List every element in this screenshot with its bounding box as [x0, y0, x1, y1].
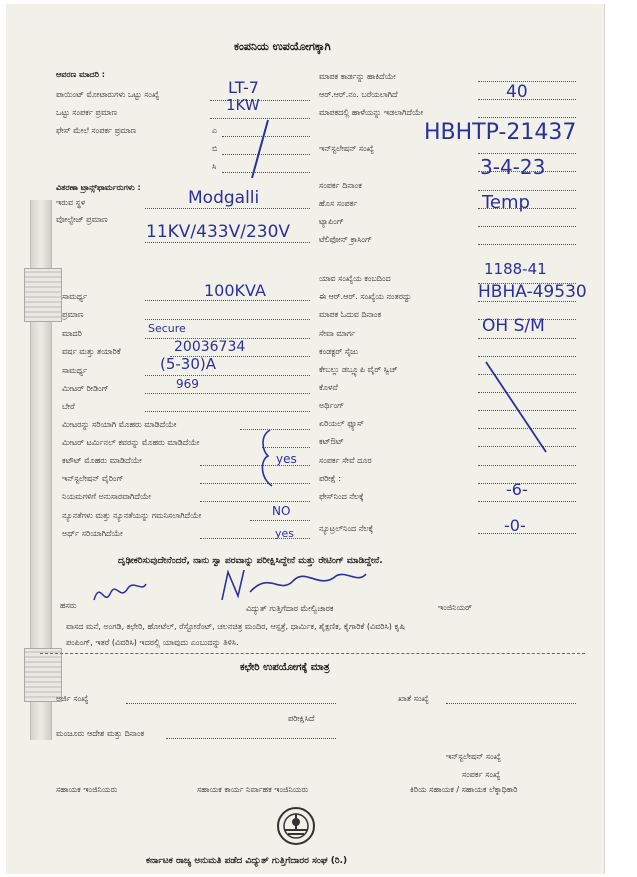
signatory-accounts-officer: ಕಿರಿಯ ಸಹಾಯಕ / ಸಹಾಯಕ ಲೆಕ್ಕಾಧಿಕಾರಿ [410, 785, 518, 794]
label-phase-to-earth: ಫೇಸ್‌ನಿಂದ ನೆಲಕ್ಕೆ [319, 492, 364, 501]
label-application-no: ಅರ್ಜಿ ಸಂಖ್ಯೆ [56, 694, 89, 703]
label-phase-c: ಸಿ [212, 162, 217, 171]
sig-label-supervisor: ವಿದ್ಯುತ್ ಗುತ್ತಿಗೆದಾರ ಮೇಲ್ವಿಚಾರಕ [246, 604, 334, 613]
label-telephone-crossing: ಟೆಲಿಫೋನ್ ಕ್ರಾಸಿಂಗ್ [319, 235, 372, 244]
hw-earth: yes [275, 527, 295, 540]
field-line [145, 411, 310, 412]
label-service-line: ಸೇವಾ ಮಾರ್ಗ [319, 329, 356, 338]
purpose-list-line1: ವಾಸದ ಮನೆ, ಅಂಗಡಿ, ಕಛೇರಿ, ಹೋಟೆಲ್, ರೆಸ್ಟೋರೆಂಟ್, ಚಲನಚಿತ್ರ ಮಂದಿರ, ಆಸ್ಪತ್ರೆ, ಧಾರ್ಮಿಕ, ಶೈಕ್ಷಣಿಕ, ಕೈಗಾರಿಕೆ (ವಿವರಿಸಿ) ಕೃಷಿ [66, 622, 405, 631]
hw-pole-no: 1188-41 [484, 260, 547, 278]
hw-year-make: 20036734 [174, 339, 246, 355]
hw-sealed: yes [276, 452, 297, 466]
sig-label-name: ಹಸರು [60, 601, 77, 610]
field-line [478, 465, 576, 466]
field-line [250, 520, 310, 521]
hw-diagonal-stroke [482, 360, 552, 458]
label-defects-noted: ನ್ಯೂನತೆಗಳು ಮತ್ತು ನ್ಯೂನತೆಯನ್ನು ಗಮನಿಸಲಾಗಿದೆಯೇ [62, 511, 202, 520]
label-account-no: ಖಾತೆ ಸಂಖ್ಯೆ [398, 694, 429, 703]
label-connection-no: ಸಂಪರ್ಕ ಸಂಖ್ಯೆ [462, 770, 501, 779]
field-line [145, 242, 310, 243]
section-transformer-label: ವಿತರಣಾ ಟ್ರಾನ್ಸ್‌ಫಾರ್ಮರುಗಳು : [56, 183, 141, 192]
hw-rating: (5-30)A [160, 355, 217, 373]
label-total-load: ಒಟ್ಟು ಸಂಪರ್ಕ ಪ್ರಮಾಣ [56, 108, 118, 117]
field-line [145, 208, 310, 209]
hw-connection-date: 3-4-23 [480, 155, 546, 179]
field-line [145, 319, 310, 320]
hw-reading: 969 [176, 377, 199, 391]
field-line [478, 338, 576, 339]
label-installation-no: ಇನ್‌ಸ್ಟಲೇಷನ್ ಸಂಖ್ಯೆ [319, 144, 374, 153]
label-location: ಇರುವ ಸ್ಥಳ [56, 198, 86, 207]
hw-points: LT-7 [228, 78, 259, 97]
hw-service-line: OH S/M [482, 316, 545, 336]
label-meter-card: ಮಾಪಕ ಕಾರ್ಡನ್ನು ಹಾಕಿದೆಯೇ [319, 72, 396, 81]
label-after-rr: ಈ ಆರ್.ಆರ್. ಸಂಖ್ಯೆಯ ನಂತರದ್ದು [319, 292, 412, 301]
label-service-distance: ಸಂಪರ್ಕ ಸೇವೆ ದೂರ [319, 456, 372, 465]
label-rating: ಸಾಮರ್ಥ್ಯ [62, 366, 88, 375]
declaration-text: ದೃಢೀಕರಿಸುವುದೇನೆಂದರೆ, ನಾನು ಸ್ವಾ ಪರವಾನ್ನು ಪರೀಕ್ಷಿಸಿದ್ದೇನೆ ಮತ್ತು ರೇಟಿಂಗ್ ಮಾಡಿದ್ದೇನೆ. [118, 556, 383, 566]
field-line [478, 117, 576, 118]
hw-brace [256, 428, 278, 488]
field-line [478, 501, 576, 502]
field-line [200, 501, 310, 502]
label-sanction-order: ಮಂಜೂರು ಆದೇಶ ಮತ್ತು ದಿನಾಂಕ [56, 729, 145, 738]
label-conductor-size: ಕಂಡಕ್ಟರ್ ಸೈಜು [319, 347, 359, 356]
field-line [200, 483, 310, 484]
hw-location: Modgalli [188, 188, 260, 208]
label-other: ಬೇರೆ [62, 402, 75, 411]
hw-phase-earth: -6- [506, 480, 528, 499]
label-connection-date: ಸಂಪರ್ಕ ದಿನಾಂಕ [319, 181, 362, 190]
label-cutout: ಕಟ್‌ಔಟ್ [319, 437, 344, 446]
field-line [478, 190, 576, 191]
field-line [126, 703, 336, 704]
form-title: ಕಂಪನಿಯ ಉಪಯೋಗಕ್ಕಾಗಿ [234, 40, 331, 53]
hw-load: 1KW [226, 96, 260, 114]
label-verified: ಪರೀಕ್ಷಿಸಿದೆ [288, 714, 315, 723]
purpose-list-line2: ಪಂಪಿಂಗ್, ಇತರೆ (ವಿವರಿಸಿ) ಇದರಲ್ಲಿ ಯಾವುದು ಎಂಬುದನ್ನು ತಿಳಿಸಿ. [66, 638, 239, 647]
section-premises-label: ಆವರಣ ಮಾದರಿ : [56, 70, 105, 79]
hw-voltage: 11KV/433V/230V [146, 222, 291, 242]
field-line [145, 393, 310, 394]
label-phase-a: ಎ [212, 126, 218, 135]
hw-rr-no: 40 [506, 82, 528, 102]
label-voltage: ವೋಲ್ಟೇಜ್ ಪ್ರಮಾಣ [56, 215, 108, 224]
office-section-divider [40, 653, 585, 654]
field-line [145, 375, 310, 376]
label-test: ಪರೀಕ್ಷೆ : [319, 474, 342, 483]
label-conduit: ಕೊಳವೆ [319, 383, 338, 392]
label-year-make: ವರ್ಷ ಮತ್ತು ತಯಾರಿಕೆ [62, 347, 121, 356]
signatory-asst-exec-engineer: ಸಹಾಯಕ ಕಾರ್ಯ ನಿರ್ವಾಹಕ ಇಂಜಿನಿಯರು [197, 785, 309, 794]
sig-label-engineer: ಇಂಜಿನಿಯರ್ [438, 603, 472, 612]
footer-association: ಕರ್ನಾಟಕ ರಾಜ್ಯ ಅನುಮತಿ ಪಡೆದ ವಿದ್ಯುತ್ ಗುತ್ತಿಗೆದಾರರ ಸಂಘ (ರಿ.) [146, 856, 348, 866]
hw-installation-no: HBHTP-21437 [424, 120, 577, 145]
hw-defects: NO [272, 504, 291, 518]
field-line [145, 300, 310, 301]
label-phase-b: ಬಿ [212, 144, 218, 153]
label-point-motors: ಪಾಯಿಂಟ್ ಮೋಟಾರುಗಳು ಒಟ್ಟು ಸಂಖ್ಯೆ [56, 90, 160, 99]
field-line [478, 533, 576, 534]
label-meter-sealed: ಮೀಟರನ್ನು ಸರಿಯಾಗಿ ಮೊಹರು ಮಾಡಿದೆಯೇ [62, 420, 177, 429]
label-model: ಮಾದರಿ [62, 329, 82, 338]
hw-capacity: 100KVA [204, 281, 266, 300]
hw-make: Secure [148, 322, 186, 335]
signatory-assistant-engineer: ಸಹಾಯಕ ಇಂಜಿನಿಯರು [56, 785, 118, 794]
label-aerial-fuse: ಏರಿಯಲ್ ಫ್ಯೂಸ್ [319, 419, 364, 428]
field-line [446, 703, 576, 704]
supervisor-signature [210, 566, 370, 604]
label-office-installation-no: ಇನ್‌ಸ್ಟಲೇಷನ್ ಸಂಖ್ಯೆ [446, 752, 501, 761]
label-earth-ok: ಅರ್ಥ್ ಸರಿಯಾಗಿದೆಯೇ [62, 529, 123, 538]
label-cutout-sealed: ಕಟೌಟ್ ಮೊಹರು ಮಾಡಿದೆಯೇ [62, 456, 142, 465]
binding-clip-upper [24, 268, 62, 322]
hw-new-connection: Temp [482, 192, 530, 213]
label-installation-wiring: ಇನ್‌ಸ್ಟಲೇಷನ್ ವೈರಿಂಗ್ [62, 474, 124, 483]
field-line [478, 244, 576, 245]
label-meter-reading: ಮೀಟರ್ ರೀಡಿಂಗ್ [62, 384, 109, 393]
hw-neutral-earth: -0- [504, 516, 526, 535]
label-earthing: ಅರ್ಥಿಂಗ್ [319, 401, 345, 410]
contractor-signature-scribble [90, 572, 150, 612]
label-rr-no: ಆರ್.ಆರ್.ನಂ. ಬರೆಯಲಾಗಿದೆ [319, 90, 398, 99]
field-line [166, 738, 336, 739]
label-quantity: ಪ್ರಮಾಣ [62, 310, 84, 319]
label-meter-reading-date: ಮಾಪಕ ಓದುವ ದಿನಾಂಕ [319, 310, 382, 319]
label-rules-compliance: ನಿಯಮಗಳಿಗೆ ಅನುಸಾರವಾಗಿದೆಯೇ [62, 492, 152, 501]
label-phase-load: ಫೇಸ್ ಮೇಲೆ ಸಂಪರ್ಕ ಪ್ರಮಾಣ [56, 126, 137, 135]
field-line [210, 100, 310, 101]
label-neutral-to-earth: ನ್ಯೂಟ್ರಲ್‌ನಿಂದ ನೆಲಕ್ಕೆ [319, 524, 374, 533]
label-cable-switch: ಕೇಬಲ್ಲು ಡಬ್ಲ್ಯೂಪಿ ವೈರ್ ಸ್ವಿಚ್ [319, 365, 398, 374]
office-use-title: ಕಛೇರಿ ಉಪಯೋಗಕ್ಕೆ ಮಾತ್ರ [240, 662, 330, 673]
hw-after-rr: HBHA-49530 [478, 282, 587, 302]
label-capacity: ಸಾಮರ್ಥ್ಯ [62, 292, 88, 301]
label-new-connection: ಹೊಸ ಸಂಪರ್ಕ [319, 199, 358, 208]
label-tapping: ಟ್ಯಾಪಿಂಗ್ [319, 217, 344, 226]
association-emblem-icon [276, 806, 316, 846]
field-line [478, 153, 576, 154]
hw-stroke [246, 118, 276, 180]
field-line [478, 226, 576, 227]
label-pole-number: ಯಾವ ಸಂಖ್ಯೆಯ ಕಂಬದಿಂದ [319, 274, 391, 283]
label-terminal-sealed: ಮೀಟರ್ ಟರ್ಮಿನಲ್ ಕವರನ್ನು ಮೊಹರು ಮಾಡಿದೆಯೇ [62, 438, 200, 447]
label-meter-sheet: ಮಾಪಕದಲ್ಲಿ ಹಾಳೆಯನ್ನು ಇಡಲಾಗಿದೆಯೇ [319, 108, 424, 117]
field-line [478, 356, 576, 357]
